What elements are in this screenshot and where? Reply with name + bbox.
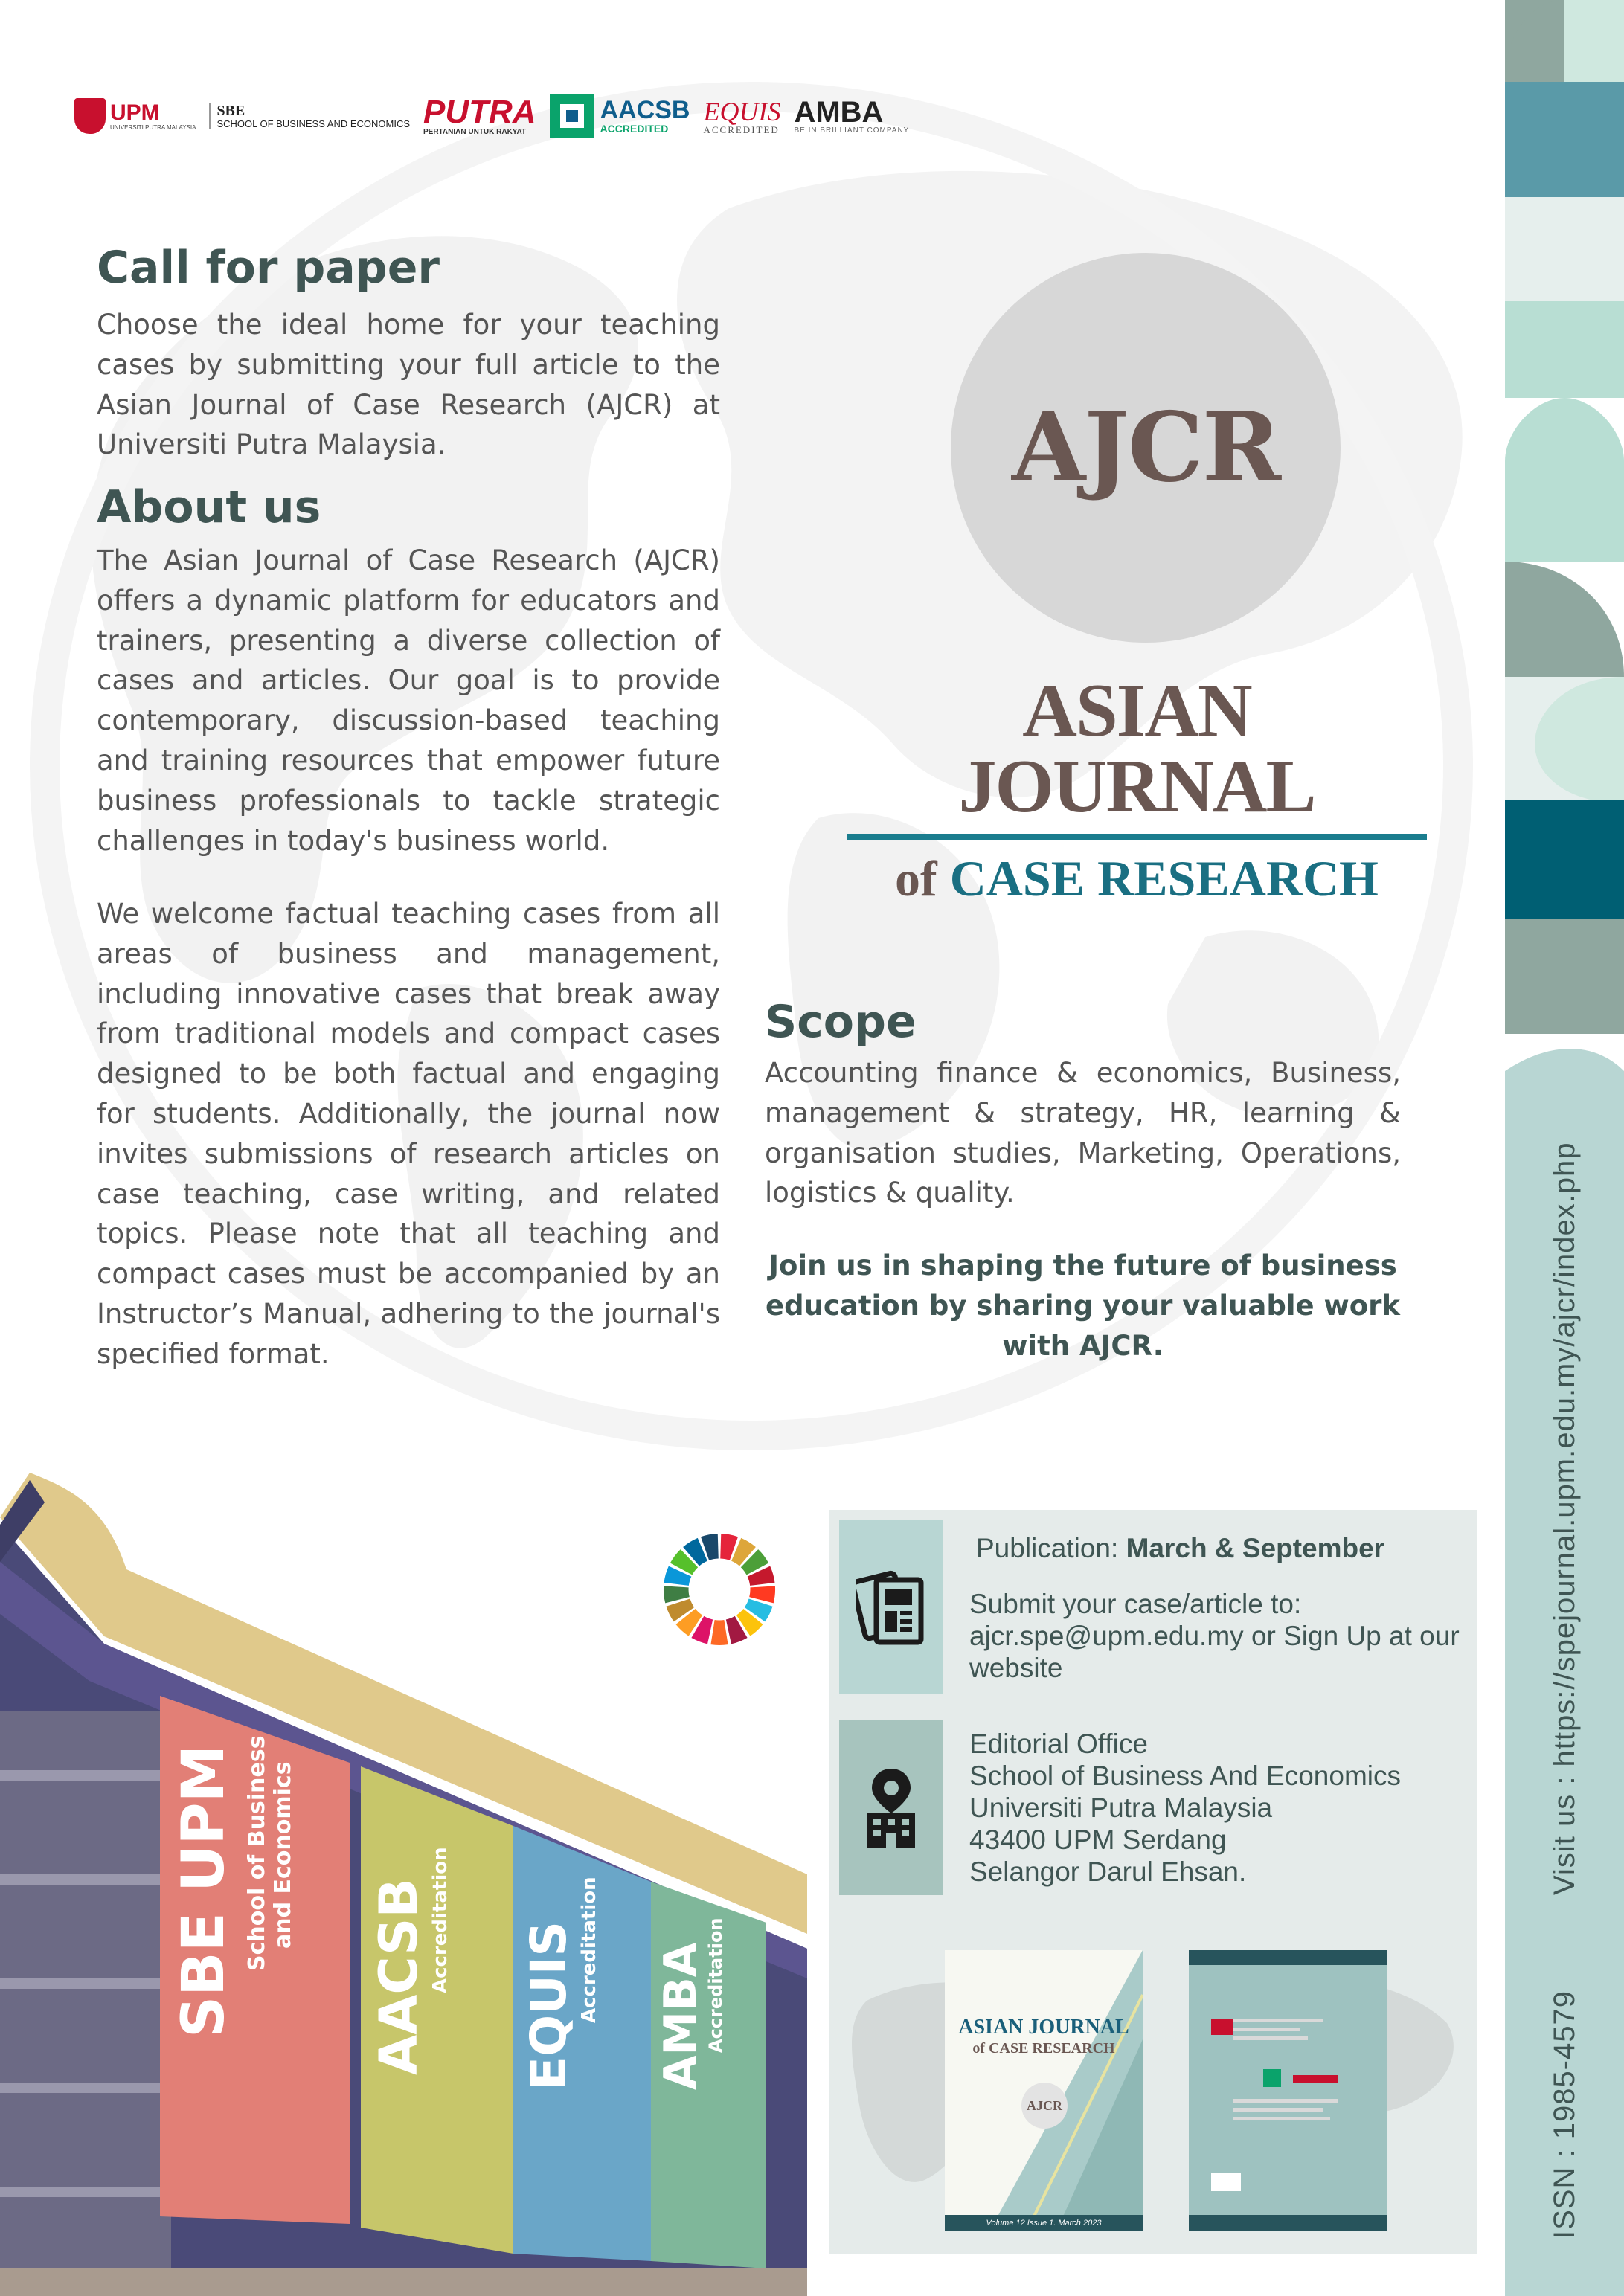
office-icon-box: [839, 1720, 943, 1895]
ajcr-abbreviation: AJCR: [1011, 392, 1280, 504]
about-us-paragraph-2: We welcome factual teaching cases from all areas of business and management, including innovative cases that break away from traditional models and compact cases designed to be both factual and engaging for students. Additionally, the journal now invites submissions of research articles on case teaching, case writing, and related topics. Please note that all teaching and compact cases must be accompanied by an Instructor’s Manual, adhering to the journal's specified format.: [97, 898, 720, 1370]
banner-equis-sub: Accreditation: [578, 1877, 600, 2023]
journal-back-cover: [1189, 1950, 1387, 2231]
banner-equis: EQUIS: [520, 1921, 577, 2090]
accreditation-logos: [74, 88, 909, 144]
scope-text: Accounting finance & economics, Business, management & strategy, HR, learning & organisation studies, Marketing, Operations, logistics & quality.: [765, 1057, 1401, 1209]
publication-icon-box: [839, 1520, 943, 1694]
sdg-wheel-icon: [661, 1531, 778, 1648]
scope-heading: Scope: [765, 996, 917, 1048]
aacsb-logo: AACSB ACCREDITED: [550, 94, 690, 138]
call-for-paper-heading: Call for paper: [97, 242, 440, 294]
publication-schedule: Publication: March & September: [976, 1533, 1385, 1563]
join-us-callout: Join us in shaping the future of business education by sharing your valuable work with AJCR.: [766, 1250, 1400, 1362]
banner-sbe-upm: SBE UPM: [170, 1744, 237, 2038]
journal-front-cover: [945, 1950, 1143, 2231]
sbe-logo: SBE SCHOOL OF BUSINESS AND ECONOMICS: [209, 103, 410, 129]
building-location-icon: [861, 1767, 921, 1849]
aacsb-square-icon: [550, 94, 594, 138]
cover-volume: Volume 12 Issue 1. March 2023: [945, 2215, 1143, 2231]
cover-title: ASIAN JOURNAL of CASE RESEARCH: [958, 2016, 1129, 2057]
editorial-office-address: Editorial Office School of Business And Economics Universiti Putra Malaysia 43400 UPM Serdang Selangor Darul Ehsan.: [969, 1729, 1401, 1887]
upm-logo: UPM UNIVERSITI PUTRA MALAYSIA: [74, 98, 196, 134]
ajcr-circle-badge: [951, 253, 1341, 643]
upm-crest-icon: [74, 98, 106, 134]
about-us-heading: About us: [97, 481, 321, 533]
website-url[interactable]: Visit us : https://spejournal.upm.edu.my/ajcr/index.php: [1548, 1142, 1581, 1895]
submission-email[interactable]: ajcr.spe@upm.edu.my or Sign Up at our website: [969, 1621, 1460, 1683]
banner-amba: AMBA: [655, 1942, 707, 2090]
decorative-sidebar: [1505, 0, 1624, 2296]
journal-name-line2: of CASE RESEARCH: [895, 850, 1379, 907]
banner-sbe-sub-1: School of Business: [244, 1735, 270, 1971]
cover-badge: AJCR: [1021, 2083, 1068, 2129]
wordmark-rule: [847, 834, 1427, 840]
journal-name-line1: ASIAN JOURNAL: [958, 669, 1315, 829]
banner-amba-sub: Accreditation: [705, 1917, 726, 2053]
banner-aacsb: AACSB: [368, 1878, 429, 2075]
banner-sbe-sub-2: and Economics: [270, 1761, 296, 1949]
journal-wordmark: [847, 669, 1427, 907]
call-for-paper-text: Choose the ideal home for your teaching cases by submitting your full article to the Asian Journal of Case Research (AJCR) at Universiti Putra Malaysia.: [97, 309, 720, 461]
putra-logo: PUTRA PERTANIAN UNTUK RAKYAT: [423, 94, 536, 136]
issn-number: ISSN : 1985-4579: [1548, 1990, 1581, 2239]
sdg-segment: [710, 1620, 728, 1645]
newspaper-icon: [856, 1566, 927, 1648]
banner-aacsb-sub: Accreditation: [429, 1847, 452, 1993]
equis-logo: EQUIS ACCREDITED: [703, 96, 781, 135]
about-us-paragraph-1: The Asian Journal of Case Research (AJCR) offers a dynamic platform for educators and trainers, presenting a diverse collection of cases and articles. Our goal is to provide contemporary, discussion-based teaching and training resources that empower future business professionals to tackle strategic challenges in today's business world.: [97, 544, 720, 857]
amba-logo: AMBA BE IN BRILLIANT COMPANY: [794, 96, 910, 135]
submission-info: Submit your case/article to: ajcr.spe@upm.edu.my or Sign Up at our website: [969, 1588, 1475, 1684]
